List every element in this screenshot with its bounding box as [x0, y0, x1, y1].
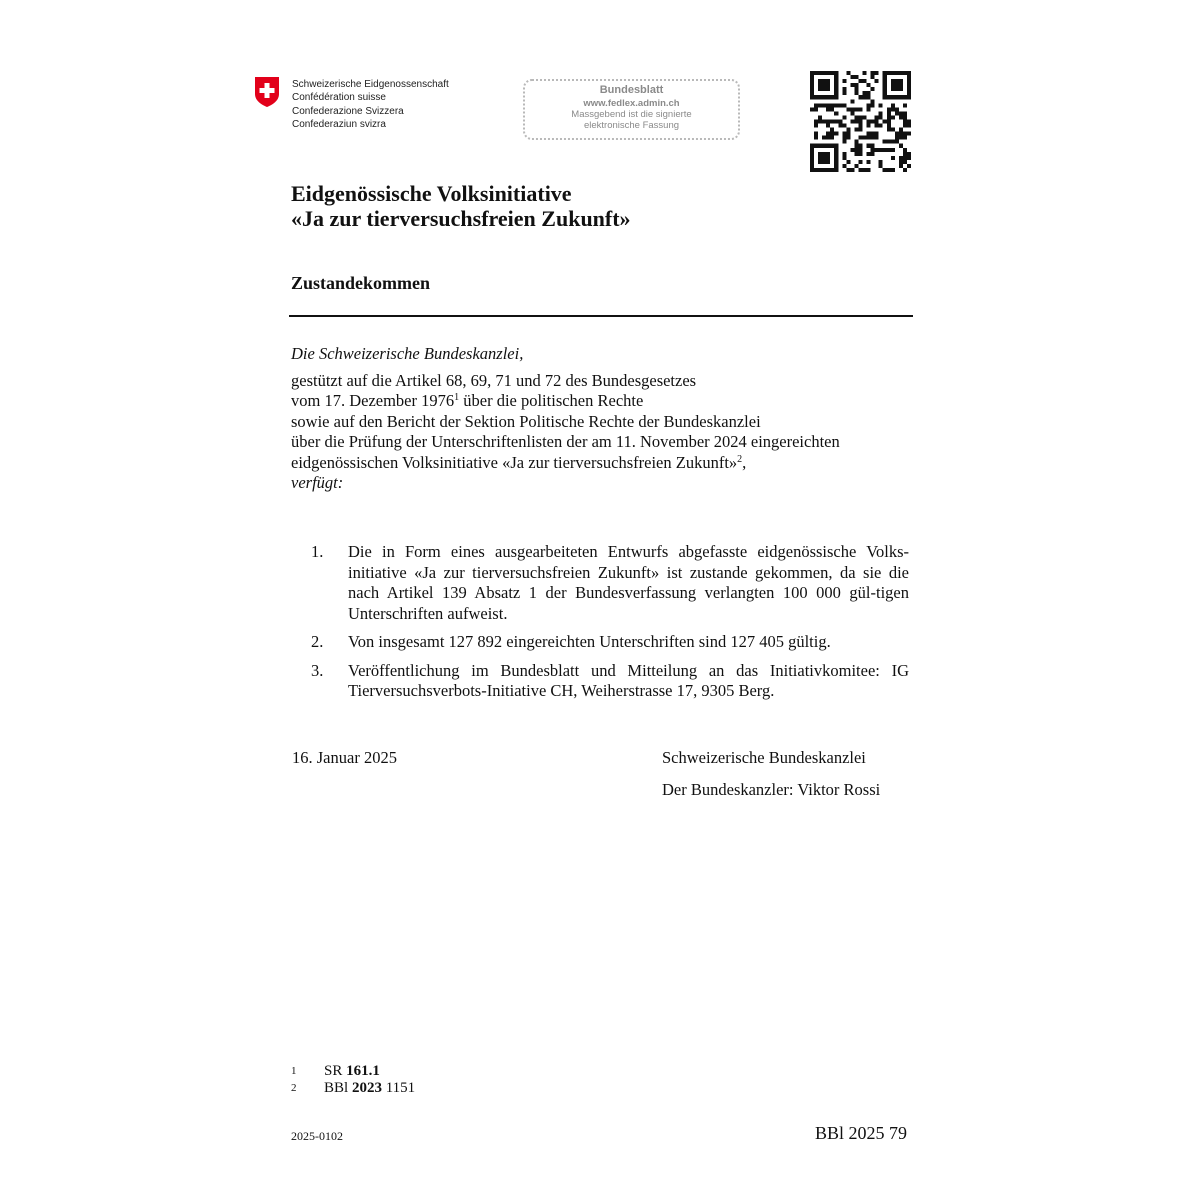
swiss-cross-icon — [253, 76, 281, 108]
bbl-reference: BBl 2025 79 — [815, 1123, 908, 1143]
footnote-number: 1 — [291, 1065, 297, 1077]
document-id: 2025-0102 — [291, 1129, 343, 1143]
basis-line-4: über die Prüfung der Unterschriftenlisten der am 11. November 2024 eingereichten — [291, 432, 840, 451]
footnote-number: 2 — [291, 1082, 297, 1094]
list-item — [311, 632, 911, 653]
footnote-1: 1 SR 161.1 — [291, 1063, 380, 1079]
list-item — [311, 661, 911, 702]
stamp-url[interactable]: www.fedlex.admin.ch — [583, 98, 680, 109]
admin-name-rm: Confederaziun svizra — [292, 118, 386, 130]
list-item-number: 1. — [311, 542, 324, 561]
divider — [289, 315, 913, 317]
list-item-number: 3. — [311, 660, 324, 680]
bundesblatt-stamp — [523, 79, 740, 140]
administration-names — [292, 78, 449, 131]
title-line-1: Eidgenössische Volksinitiative — [291, 181, 572, 206]
footnote-ref-2[interactable]: 2 — [737, 453, 743, 465]
authority: Die Schweizerische Bundeskanzlei, — [291, 344, 524, 363]
signature-organization: Schweizerische Bundeskanzlei — [662, 748, 866, 767]
page-title — [291, 181, 631, 231]
basis-line-3: sowie auf den Bericht der Sektion Politische Rechte der Bundeskanzlei — [291, 411, 761, 431]
stamp-title: Bundesblatt — [599, 84, 664, 96]
basis-line-5: eidgenössischen Volksinitiative «Ja zur tierversuchsfreien Zukunft»$^2$, — [291, 452, 747, 472]
basis-line-1: gestützt auf die Artikel 68, 69, 71 und 72 des Bundesgesetzes — [291, 370, 697, 390]
list-item-text: Veröffentlichung im Bundesblatt und Mitteilung an das Initiativkomitee: IG Tierversuchsverbots-Initiative CH, Weiherstrasse 17, 9305 Berg. — [348, 660, 909, 700]
title-line-2: «Ja zur tierversuchsfreien Zukunft» — [291, 206, 631, 231]
qr-code-icon — [810, 71, 911, 172]
stamp-note-2: elektronische Fassung — [583, 120, 680, 131]
footnote-2: 2 BBl 2023 1151 — [291, 1080, 416, 1096]
stamp-note-1: Massgebend ist die signierte — [571, 109, 692, 120]
document-date: 16. Januar 2025 — [292, 748, 397, 767]
admin-name-it: Confederazione Svizzera — [292, 105, 404, 117]
decree: verfügt: — [291, 473, 344, 492]
admin-name-fr: Confédération suisse — [292, 92, 386, 104]
subheading: Zustandekommen — [291, 273, 431, 293]
list-item — [311, 542, 911, 624]
signature-person: Der Bundeskanzler: Viktor Rossi — [662, 780, 881, 799]
footnote-ref-1[interactable]: 1 — [454, 392, 460, 403]
basis-line-2: vom 17. Dezember 1976$^1$ über die politischen Rechte — [291, 391, 644, 410]
admin-name-de: Schweizerische Eidgenossenschaft — [292, 79, 449, 90]
list-item-text: Von insgesamt 127 892 eingereichten Unterschriften sind 127 405 gültig. — [348, 632, 831, 651]
preamble — [291, 344, 911, 494]
decision-list — [311, 542, 911, 710]
list-item-number: 2. — [311, 632, 324, 651]
list-item-text: Die in Form eines ausgearbeiteten Entwurfs abgefasste eidgenössische Volks-initiative «Ja zur tierversuchsfreien Zukunft» ist zustande gekommen, da sie die nach Artikel 139 Absatz 1 der Bundesverfassung verlangten 100 000 gül-tigen Unterschriften aufweist. — [348, 542, 909, 623]
